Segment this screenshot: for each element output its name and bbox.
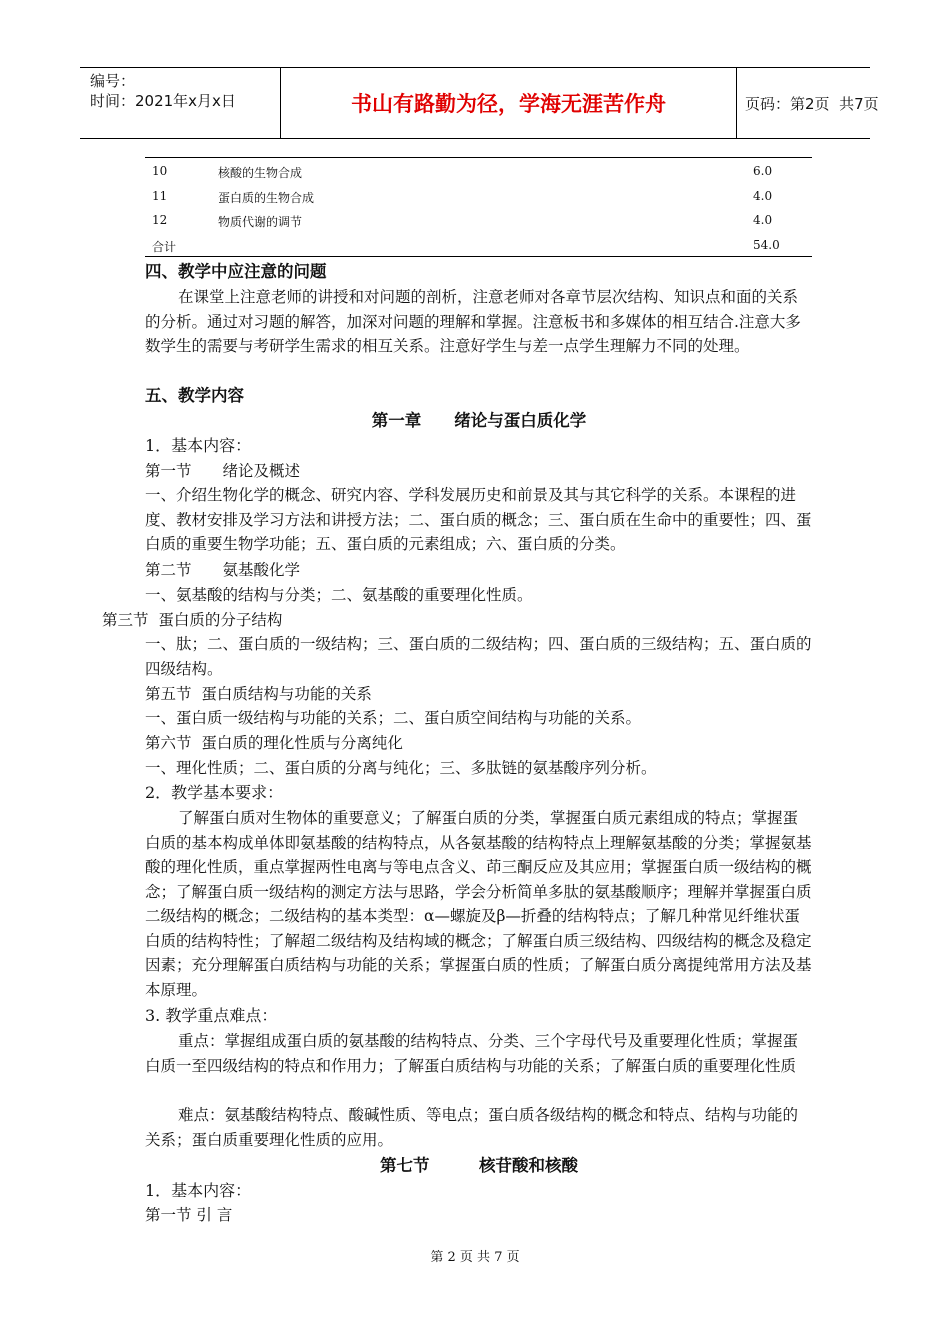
row-name: 物质代谢的调节: [218, 215, 303, 229]
s3-title: 第三节 蛋白质的分子结构: [102, 611, 283, 629]
row-number: 10: [152, 164, 168, 178]
hours-table: [145, 157, 812, 257]
page-footer: 第 2 页 共 7 页: [430, 1250, 520, 1265]
total-hours: 54.0: [753, 237, 780, 252]
key-points-text: 重点：掌握组成蛋白质的氨基酸的结构特点、分类、三个字母代号及重要理化性质；掌握蛋白质一至四级结构的特点和作用力；了解蛋白质结构与功能的关系；了解蛋白质的重要理化性质: [145, 1032, 799, 1075]
chapter1-title: 第一章 绪论与蛋白质化学: [371, 411, 587, 430]
s5-text: 一、蛋白质一级结构与功能的关系；二、蛋白质空间结构与功能的关系。: [145, 709, 642, 727]
header-motto: 书山有路勤为径，学海无涯苦作舟: [280, 68, 737, 138]
s6-title: 第六节 蛋白质的理化性质与分离纯化: [145, 734, 403, 752]
header-page-info: 页码：第2页 共7页: [745, 95, 879, 113]
row-number: 11: [152, 188, 168, 203]
intro-title: 第一节 引 言: [145, 1206, 233, 1224]
table-row: [145, 183, 812, 208]
section4-title: 四、教学中应注意的问题: [145, 262, 327, 281]
requirements-label: 2．教学基本要求：: [145, 783, 284, 802]
row-name: 蛋白质的生物合成: [218, 190, 315, 205]
s3-text: 一、肽；二、蛋白质的一级结构；三、蛋白质的二级结构；四、蛋白质的三级结构；五、蛋白质的四级结构。: [145, 635, 812, 678]
row-hours: 6.0: [753, 164, 773, 178]
s1-title: 第一节 绪论及概述: [145, 462, 301, 480]
section4-paragraph: 在课堂上注意老师的讲授和对问题的剖析，注意老师对各章节层次结构、知识点和面的关系的分析。通过对习题的解答，加深对问题的理解和掌握。注意板书和多媒体的相互结合.注意大多数学生的需要与考研学生需求的相互关系。注意好学生与差一点学生理解力不同的处理。: [145, 288, 801, 355]
requirements-text: 了解蛋白质对生物体的重要意义；了解蛋白质的分类，掌握蛋白质元素组成的特点；掌握蛋白质的基本构成单体即氨基酸的结构特点，从各氨基酸的结构特点上理解氨基酸的分类；掌握氨基酸的理化性质，重点掌握两性电离与等电点含义、茚三酮反应及其应用；掌握蛋白质一级结构的概念；了解蛋白质一级结构的测定方法与思路，学会分析简单多肽的氨基酸顺序；理解并掌握蛋白质二级结构的概念；二级结构的基本类型：α—螺旋及β—折叠的结构特点；了解几种常见纤维状蛋白质的结构特性；了解超二级结构及结构域的概念；了解蛋白质三级结构、四级结构的概念及稳定因素；充分理解蛋白质结构与功能的关系；掌握蛋白质的性质；了解蛋白质分离提纯常用方法及基本原理。: [145, 809, 812, 999]
chapter7-title: 第七节 核苷酸和核酸: [380, 1156, 578, 1175]
page-header: [80, 67, 879, 139]
basic-content-label: 1．基本内容：: [145, 436, 252, 455]
row-hours: 4.0: [753, 188, 773, 203]
row-number: 12: [152, 213, 168, 227]
s6-text: 一、理化性质；二、蛋白质的分离与纯化；三、多肽链的氨基酸序列分析。: [145, 759, 657, 777]
section5-title: 五、教学内容: [145, 386, 244, 405]
basic-content-label-2: 1．基本内容：: [145, 1181, 252, 1200]
table-row: [145, 207, 812, 232]
row-hours: 4.0: [753, 213, 773, 227]
s1-text: 一、介绍生物化学的概念、研究内容、学科发展历史和前景及其与其它科学的关系。本课程的进度、教材安排及学习方法和讲授方法；二、蛋白质的概念；三、蛋白质在生命中的重要性；四、蛋白质的重要生物学功能；五、蛋白质的元素组成；六、蛋白质的分类。: [145, 486, 812, 553]
table-total-row: [145, 232, 812, 257]
s2-title: 第二节 氨基酸化学: [145, 561, 301, 579]
date-label: 时间：2021年x月x日: [90, 92, 236, 110]
row-name: 核酸的生物合成: [218, 166, 303, 180]
s2-text: 一、氨基酸的结构与分类；二、氨基酸的重要理化性质。: [145, 586, 533, 604]
serial-label: 编号：: [90, 72, 136, 90]
header-meta: [90, 71, 236, 111]
key-points-label: 3. 教学重点难点：: [145, 1006, 278, 1025]
total-label: 合计: [152, 239, 177, 254]
difficult-points-text: 难点：氨基酸结构特点、酸碱性质、等电点；蛋白质各级结构的概念和特点、结构与功能的关系；蛋白质重要理化性质的应用。: [145, 1106, 799, 1149]
table-row: [145, 158, 812, 183]
s5-title: 第五节 蛋白质结构与功能的关系: [145, 685, 372, 703]
